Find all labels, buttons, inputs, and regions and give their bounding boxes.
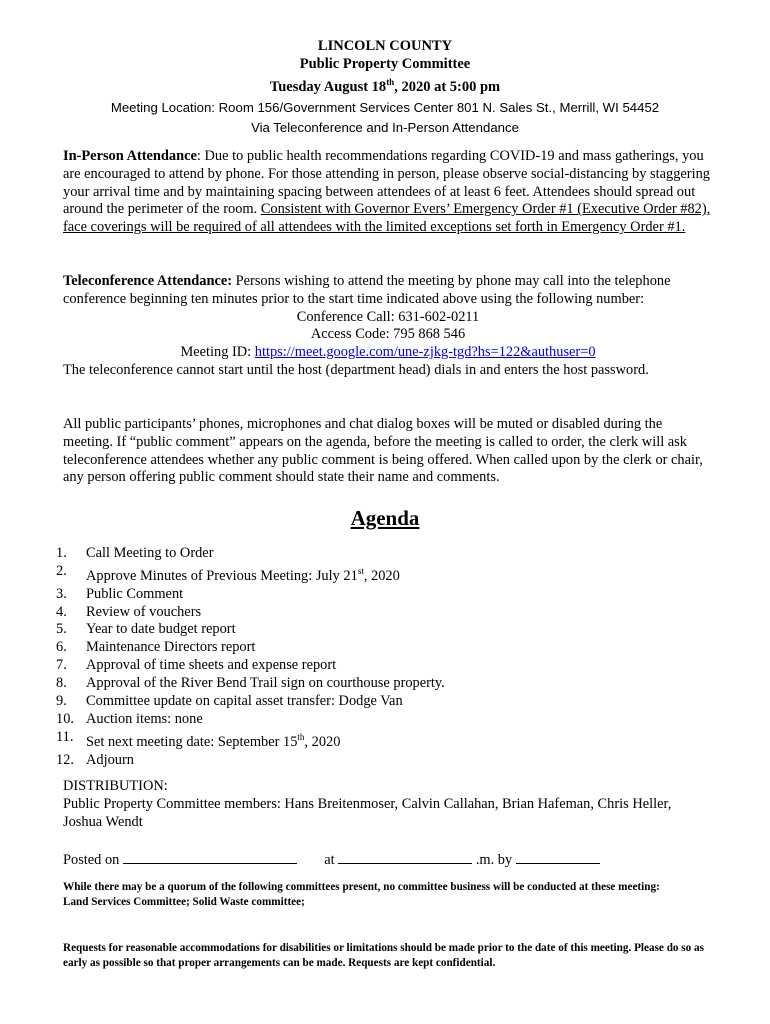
- agenda-item-text: Call Meeting to Order: [86, 545, 214, 561]
- quorum-notice: [63, 880, 723, 909]
- agenda-item: [56, 563, 445, 586]
- meeting-location: Meeting Location: Room 156/Government Services Center 801 N. Sales St., Merrill, WI 54452: [110, 99, 660, 115]
- committee-title: Public Property Committee: [299, 56, 471, 72]
- posted-date-blank: [123, 849, 297, 864]
- meeting-id: [63, 344, 713, 362]
- quorum-committees: Land Services Committee; Solid Waste committee;: [63, 895, 305, 908]
- agenda-item: [56, 693, 445, 711]
- posted-at-label: at: [324, 852, 335, 868]
- teleconference-paragraph: [63, 273, 713, 380]
- meeting-link[interactable]: https://meet.google.com/une-zjkg-tgd?hs=122&authuser=0: [254, 344, 596, 361]
- agenda-item: [56, 657, 445, 675]
- meeting-date-sup: th: [386, 77, 395, 87]
- agenda-item-ordinal: th: [297, 731, 305, 742]
- meeting-date: [0, 73, 770, 96]
- agenda-item-number: 3.: [56, 585, 67, 602]
- agenda-item-text: Committee update on capital asset transfer: Dodge Van: [86, 693, 403, 710]
- agenda-item-number: 4.: [56, 603, 67, 620]
- distribution-section: [63, 778, 713, 831]
- agenda-item-number: 10.: [56, 710, 74, 727]
- agenda-item-number: 1.: [56, 545, 67, 561]
- access-code: Access Code: 795 868 546: [310, 326, 466, 343]
- agenda-item: [56, 604, 445, 622]
- agenda-item: [56, 752, 445, 770]
- agenda-item-number: 8.: [56, 675, 67, 692]
- agenda-list: [56, 545, 445, 769]
- meeting-date-main: Tuesday August 18: [269, 78, 387, 95]
- host-note: The teleconference cannot start until the host (department head) dials in and enters the host password.: [63, 361, 649, 378]
- public-comment-paragraph: All public participants’ phones, microphones and chat dialog boxes will be muted or disabled during the meeting. If “public comment” appears on the agenda, before the meeting is called to order, the clerk will ask teleconference attendees whether any public comment is being offered. When called upon by the clerk or chair, any person offering public comment should state their name and comments.: [63, 416, 703, 486]
- agenda-item-number: 11.: [56, 728, 74, 745]
- agenda-item-text: Review of vouchers: [86, 603, 202, 620]
- agenda-item-text: Approval of the River Bend Trail sign on courthouse property.: [86, 675, 445, 692]
- agenda-item-ordinal: st: [357, 565, 364, 576]
- meeting-date-time: , 2020 at 5:00 pm: [394, 78, 501, 95]
- agenda-item-number: 2.: [56, 562, 67, 579]
- agenda-item: [56, 675, 445, 693]
- in-person-paragraph: [63, 148, 713, 237]
- agenda-item-text: Year to date budget report: [86, 621, 236, 638]
- agenda-item-number: 12.: [56, 751, 74, 768]
- agenda-item-text: Auction items: none: [86, 710, 203, 727]
- posted-by-blank: [516, 849, 600, 864]
- conference-call-number: Conference Call: 631-602-0211: [296, 308, 480, 325]
- posted-by-label: .m. by: [475, 852, 513, 868]
- agenda-item-text: Public Comment: [86, 585, 184, 602]
- agenda-item-text: Set next meeting date: September 15: [86, 733, 298, 750]
- posted-time-blank: [338, 849, 472, 864]
- agenda-item-year: , 2020: [363, 567, 400, 584]
- distribution-members: Public Property Committee members: Hans Breitenmoser, Calvin Callahan, Brian Hafeman, Chris Heller, Joshua Wendt: [63, 795, 672, 830]
- posted-on-label: Posted on: [63, 852, 120, 868]
- county-title: LINCOLN COUNTY: [317, 38, 453, 54]
- face-covering-notice: Consistent with Governor Evers’ Emergency Order #1 (Executive Order #82), face coverings will be required of all attendees with the limited exceptions set forth in Emergency Order #1.: [63, 201, 711, 236]
- agenda-item: [56, 729, 445, 752]
- agenda-item-number: 5.: [56, 621, 67, 638]
- agenda-item-text: Approve Minutes of Previous Meeting: July 21: [86, 567, 358, 584]
- agenda-item-text: Maintenance Directors report: [86, 639, 256, 656]
- posted-line: [63, 849, 713, 870]
- agenda-item-number: 7.: [56, 657, 67, 674]
- in-person-label: In-Person Attendance: [63, 148, 197, 164]
- in-person-text: : Due to public health recommendations regarding COVID-19 and mass gatherings, you are encouraged to attend by phone. For those attending in person, please observe social-distancing by staggering your arrival time and by maintaining spacing between attendees of at least 6 feet. Attendees should spread out around the perimeter of the room.: [63, 148, 710, 218]
- agenda-title: Agenda: [350, 506, 420, 530]
- distribution-label: DISTRIBUTION:: [63, 778, 168, 794]
- accommodations-notice: Requests for reasonable accommodations for disabilities or limitations should be made prior to the date of this meeting. Please do so as early as possible so that proper arrangements can be made. Requests are kept confidential.: [63, 942, 704, 969]
- agenda-item-number: 6.: [56, 639, 67, 656]
- teleconference-text: Persons wishing to attend the meeting by phone may call into the telephone conference beginning ten minutes prior to the start time indicated above using the following number:: [63, 273, 671, 307]
- agenda-item-year: , 2020: [304, 733, 341, 750]
- agenda-item: [56, 639, 445, 657]
- teleconference-label: Teleconference Attendance:: [63, 273, 233, 289]
- agenda-item-text: Approval of time sheets and expense report: [86, 657, 337, 674]
- agenda-item: [56, 711, 445, 729]
- agenda-item-number: 9.: [56, 693, 67, 710]
- agenda-item: [56, 586, 445, 604]
- agenda-item: [56, 545, 445, 563]
- agenda-item: [56, 621, 445, 639]
- attendance-mode: Via Teleconference and In-Person Attendance: [251, 119, 519, 135]
- meeting-id-label: Meeting ID:: [180, 344, 255, 361]
- agenda-item-text: Adjourn: [86, 751, 134, 768]
- quorum-text: While there may be a quorum of the following committees present, no committee business will be conducted at these meeting:: [63, 881, 660, 893]
